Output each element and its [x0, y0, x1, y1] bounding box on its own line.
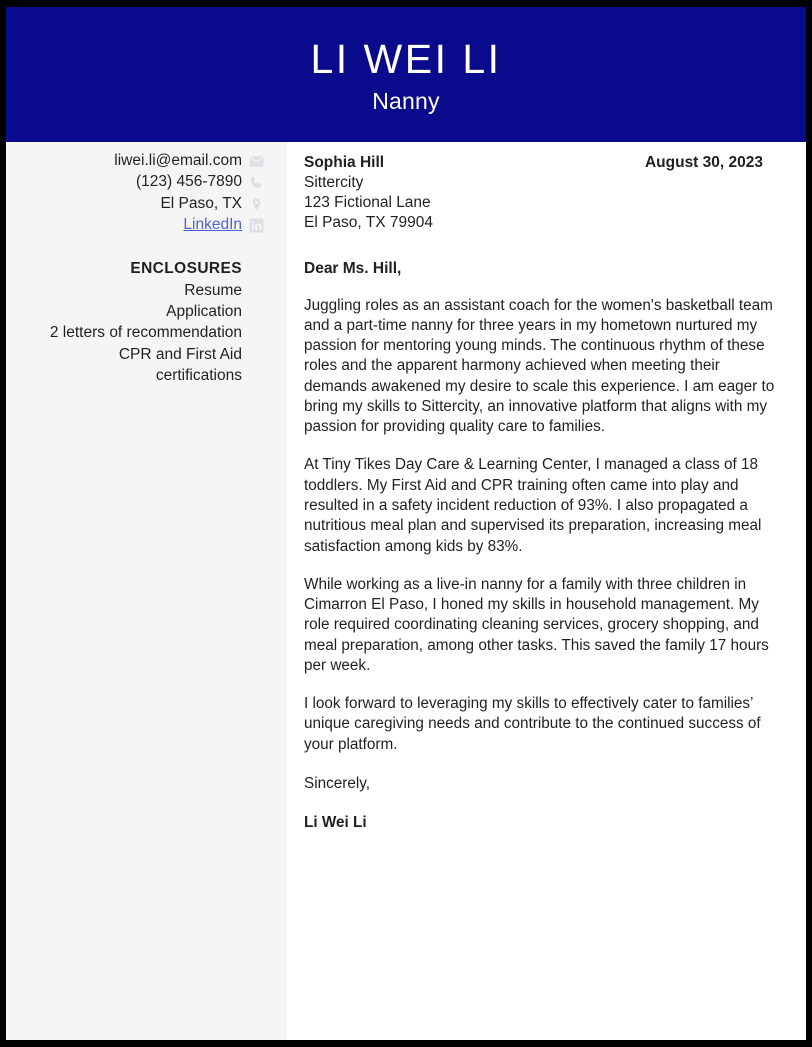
recipient-street: 123 Fictional Lane — [304, 193, 431, 211]
linkedin-link[interactable]: LinkedIn — [183, 216, 242, 234]
contact-item-location — [16, 194, 264, 214]
linkedin-icon[interactable] — [249, 218, 264, 233]
body-paragraph: While working as a live-in nanny for a family with three children in Cimarron El Paso, I honed my skills in household management. My role required coordinating cleaning services, grocery shopping, and meal preparation, among other tasks. This saved the family 17 hours per week. — [304, 575, 769, 674]
enclosure-item: certifications — [155, 366, 242, 384]
letterhead-banner — [6, 7, 806, 142]
letter-header-row — [304, 153, 788, 233]
enclosures-section — [16, 258, 264, 386]
applicant-job-title: Nanny — [372, 88, 440, 115]
enclosure-item: Application — [166, 303, 242, 321]
contact-location-text: El Paso, TX — [160, 194, 242, 212]
body-paragraph: I look forward to leveraging my skills to effectively cater to families’ unique caregiving needs and contribute to the continued success of your platform. — [304, 695, 761, 753]
enclosures-heading: ENCLOSURES — [130, 259, 242, 277]
location-pin-icon — [249, 197, 264, 212]
applicant-name: LI WEI LI — [310, 35, 502, 82]
contact-item-phone — [16, 172, 264, 192]
enclosure-item: 2 letters of recommendation — [49, 324, 242, 342]
signature-name: Li Wei Li — [304, 813, 367, 831]
body-paragraph: Juggling roles as an assistant coach for the women's basketball team and a part-time nanny for three years in my hometown nurtured my passion for mentoring young minds. The continuous rhythm of these roles and the apparent harmony achieved when meeting their demands awakened my desire to scale this experience. I am eager to bring my skills to Sittercity, an innovative platform that aligns with my passion for providing quality care to families. — [304, 296, 775, 436]
letter-date: August 30, 2023 — [644, 154, 763, 171]
closing-salutation: Sincerely, — [304, 774, 371, 792]
contact-sidebar — [6, 142, 287, 1040]
contact-item-email — [16, 151, 264, 171]
letter-body-columns — [6, 142, 806, 1040]
letter-content — [287, 142, 806, 1040]
contact-item-linkedin[interactable] — [16, 215, 264, 235]
envelope-icon — [249, 154, 264, 169]
phone-icon — [249, 175, 264, 190]
recipient-address-block — [304, 153, 433, 233]
enclosure-item: Resume — [184, 282, 242, 300]
recipient-company: Sittercity — [304, 173, 364, 191]
contact-list — [16, 151, 264, 236]
contact-phone-text: (123) 456-7890 — [136, 173, 242, 191]
enclosure-item: CPR and First Aid — [118, 345, 242, 363]
cover-letter-page — [6, 7, 806, 1040]
contact-email-text: liwei.li@email.com — [114, 152, 242, 169]
body-paragraph: At Tiny Tikes Day Care & Learning Center, I managed a class of 18 toddlers. My First Aid and CPR training often came into play and resulted in a safety incident reduction of 93%. I also propagated a nutritious meal plan and supervised its preparation, increasing meal satisfaction among kids by 83%. — [304, 456, 762, 555]
recipient-name: Sophia Hill — [304, 154, 385, 171]
recipient-city-state-zip: El Paso, TX 79904 — [304, 213, 433, 231]
salutation: Dear Ms. Hill, — [304, 259, 402, 277]
